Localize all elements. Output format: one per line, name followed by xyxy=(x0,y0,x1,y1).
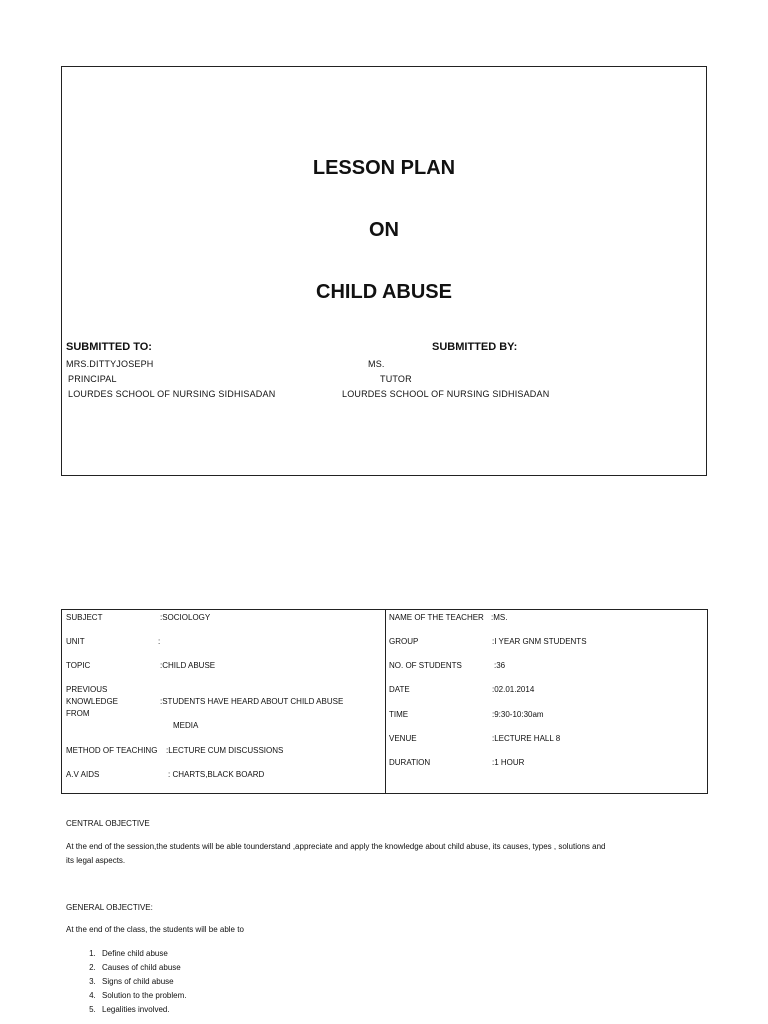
list-item: 4. Solution to the problem. xyxy=(98,989,187,1003)
duration-value: :1 HOUR xyxy=(492,758,525,767)
subject-value: :SOCIOLOGY xyxy=(160,613,211,622)
cover-box xyxy=(61,66,707,476)
venue-value: :LECTURE HALL 8 xyxy=(492,734,561,743)
objectives-list xyxy=(78,947,187,1017)
group-value: :I YEAR GNM STUDENTS xyxy=(492,637,587,646)
students-label: NO. OF STUDENTS xyxy=(389,661,462,670)
topic-label: TOPIC xyxy=(66,661,91,670)
submitted-by-label: SUBMITTED BY: xyxy=(432,341,518,353)
students-value: :36 xyxy=(494,661,506,670)
list-item: 1. Define child abuse xyxy=(98,947,187,961)
prev-knowledge-value-1: :STUDENTS HAVE HEARD ABOUT CHILD ABUSE xyxy=(160,697,344,706)
central-objective-line-1: At the end of the session,the students will be able tounderstand ,appreciate and apply the knowledge about child abuse, its causes, types , solutions and xyxy=(66,842,606,851)
group-label: GROUP xyxy=(389,637,419,646)
submitted-to-label: SUBMITTED TO: xyxy=(66,341,152,353)
to-org: LOURDES SCHOOL OF NURSING SIDHISADAN xyxy=(68,389,276,399)
prev-knowledge-label-3: FROM xyxy=(66,709,90,718)
unit-label: UNIT xyxy=(66,637,85,646)
subject-label: SUBJECT xyxy=(66,613,103,622)
general-objective-heading: GENERAL OBJECTIVE: xyxy=(66,903,153,912)
by-name: MS. xyxy=(368,359,385,369)
by-role: TUTOR xyxy=(380,374,412,384)
to-role: PRINCIPAL xyxy=(68,374,117,384)
method-value: :LECTURE CUM DISCUSSIONS xyxy=(166,746,284,755)
general-objective-intro: At the end of the class, the students will be able to xyxy=(66,925,244,934)
method-label: METHOD OF TEACHING xyxy=(66,746,158,755)
prev-knowledge-label-2: KNOWLEDGE xyxy=(66,697,119,706)
by-org: LOURDES SCHOOL OF NURSING SIDHISADAN xyxy=(342,389,550,399)
time-label: TIME xyxy=(389,710,409,719)
date-label: DATE xyxy=(389,685,410,694)
list-item: 5. Legalities involved. xyxy=(98,1003,187,1017)
list-item: 3. Signs of child abuse xyxy=(98,975,187,989)
prev-knowledge-value-2: MEDIA xyxy=(173,721,199,730)
central-objective-line-2: its legal aspects. xyxy=(66,856,126,865)
central-objective-heading: CENTRAL OBJECTIVE xyxy=(66,819,150,828)
to-name: MRS.DITTYJOSEPH xyxy=(66,359,154,369)
duration-label: DURATION xyxy=(389,758,431,767)
time-value: :9:30-10:30am xyxy=(492,710,544,719)
title-lesson-plan: LESSON PLAN xyxy=(312,157,456,179)
av-aids-label: A.V AIDS xyxy=(66,770,100,779)
av-aids-value: : CHARTS,BLACK BOARD xyxy=(168,770,265,779)
lesson-info-table xyxy=(61,609,708,794)
topic-value: :CHILD ABUSE xyxy=(160,661,216,670)
venue-label: VENUE xyxy=(389,734,417,743)
list-item: 2. Causes of child abuse xyxy=(98,961,187,975)
title-child-abuse: CHILD ABUSE xyxy=(316,281,452,303)
teacher-value: :MS. xyxy=(491,613,508,622)
unit-value: : xyxy=(158,637,161,646)
date-value: :02.01.2014 xyxy=(492,685,535,694)
table-divider xyxy=(385,610,386,793)
prev-knowledge-label-1: PREVIOUS xyxy=(66,685,108,694)
title-on: ON xyxy=(369,219,399,241)
teacher-label: NAME OF THE TEACHER xyxy=(389,613,484,622)
